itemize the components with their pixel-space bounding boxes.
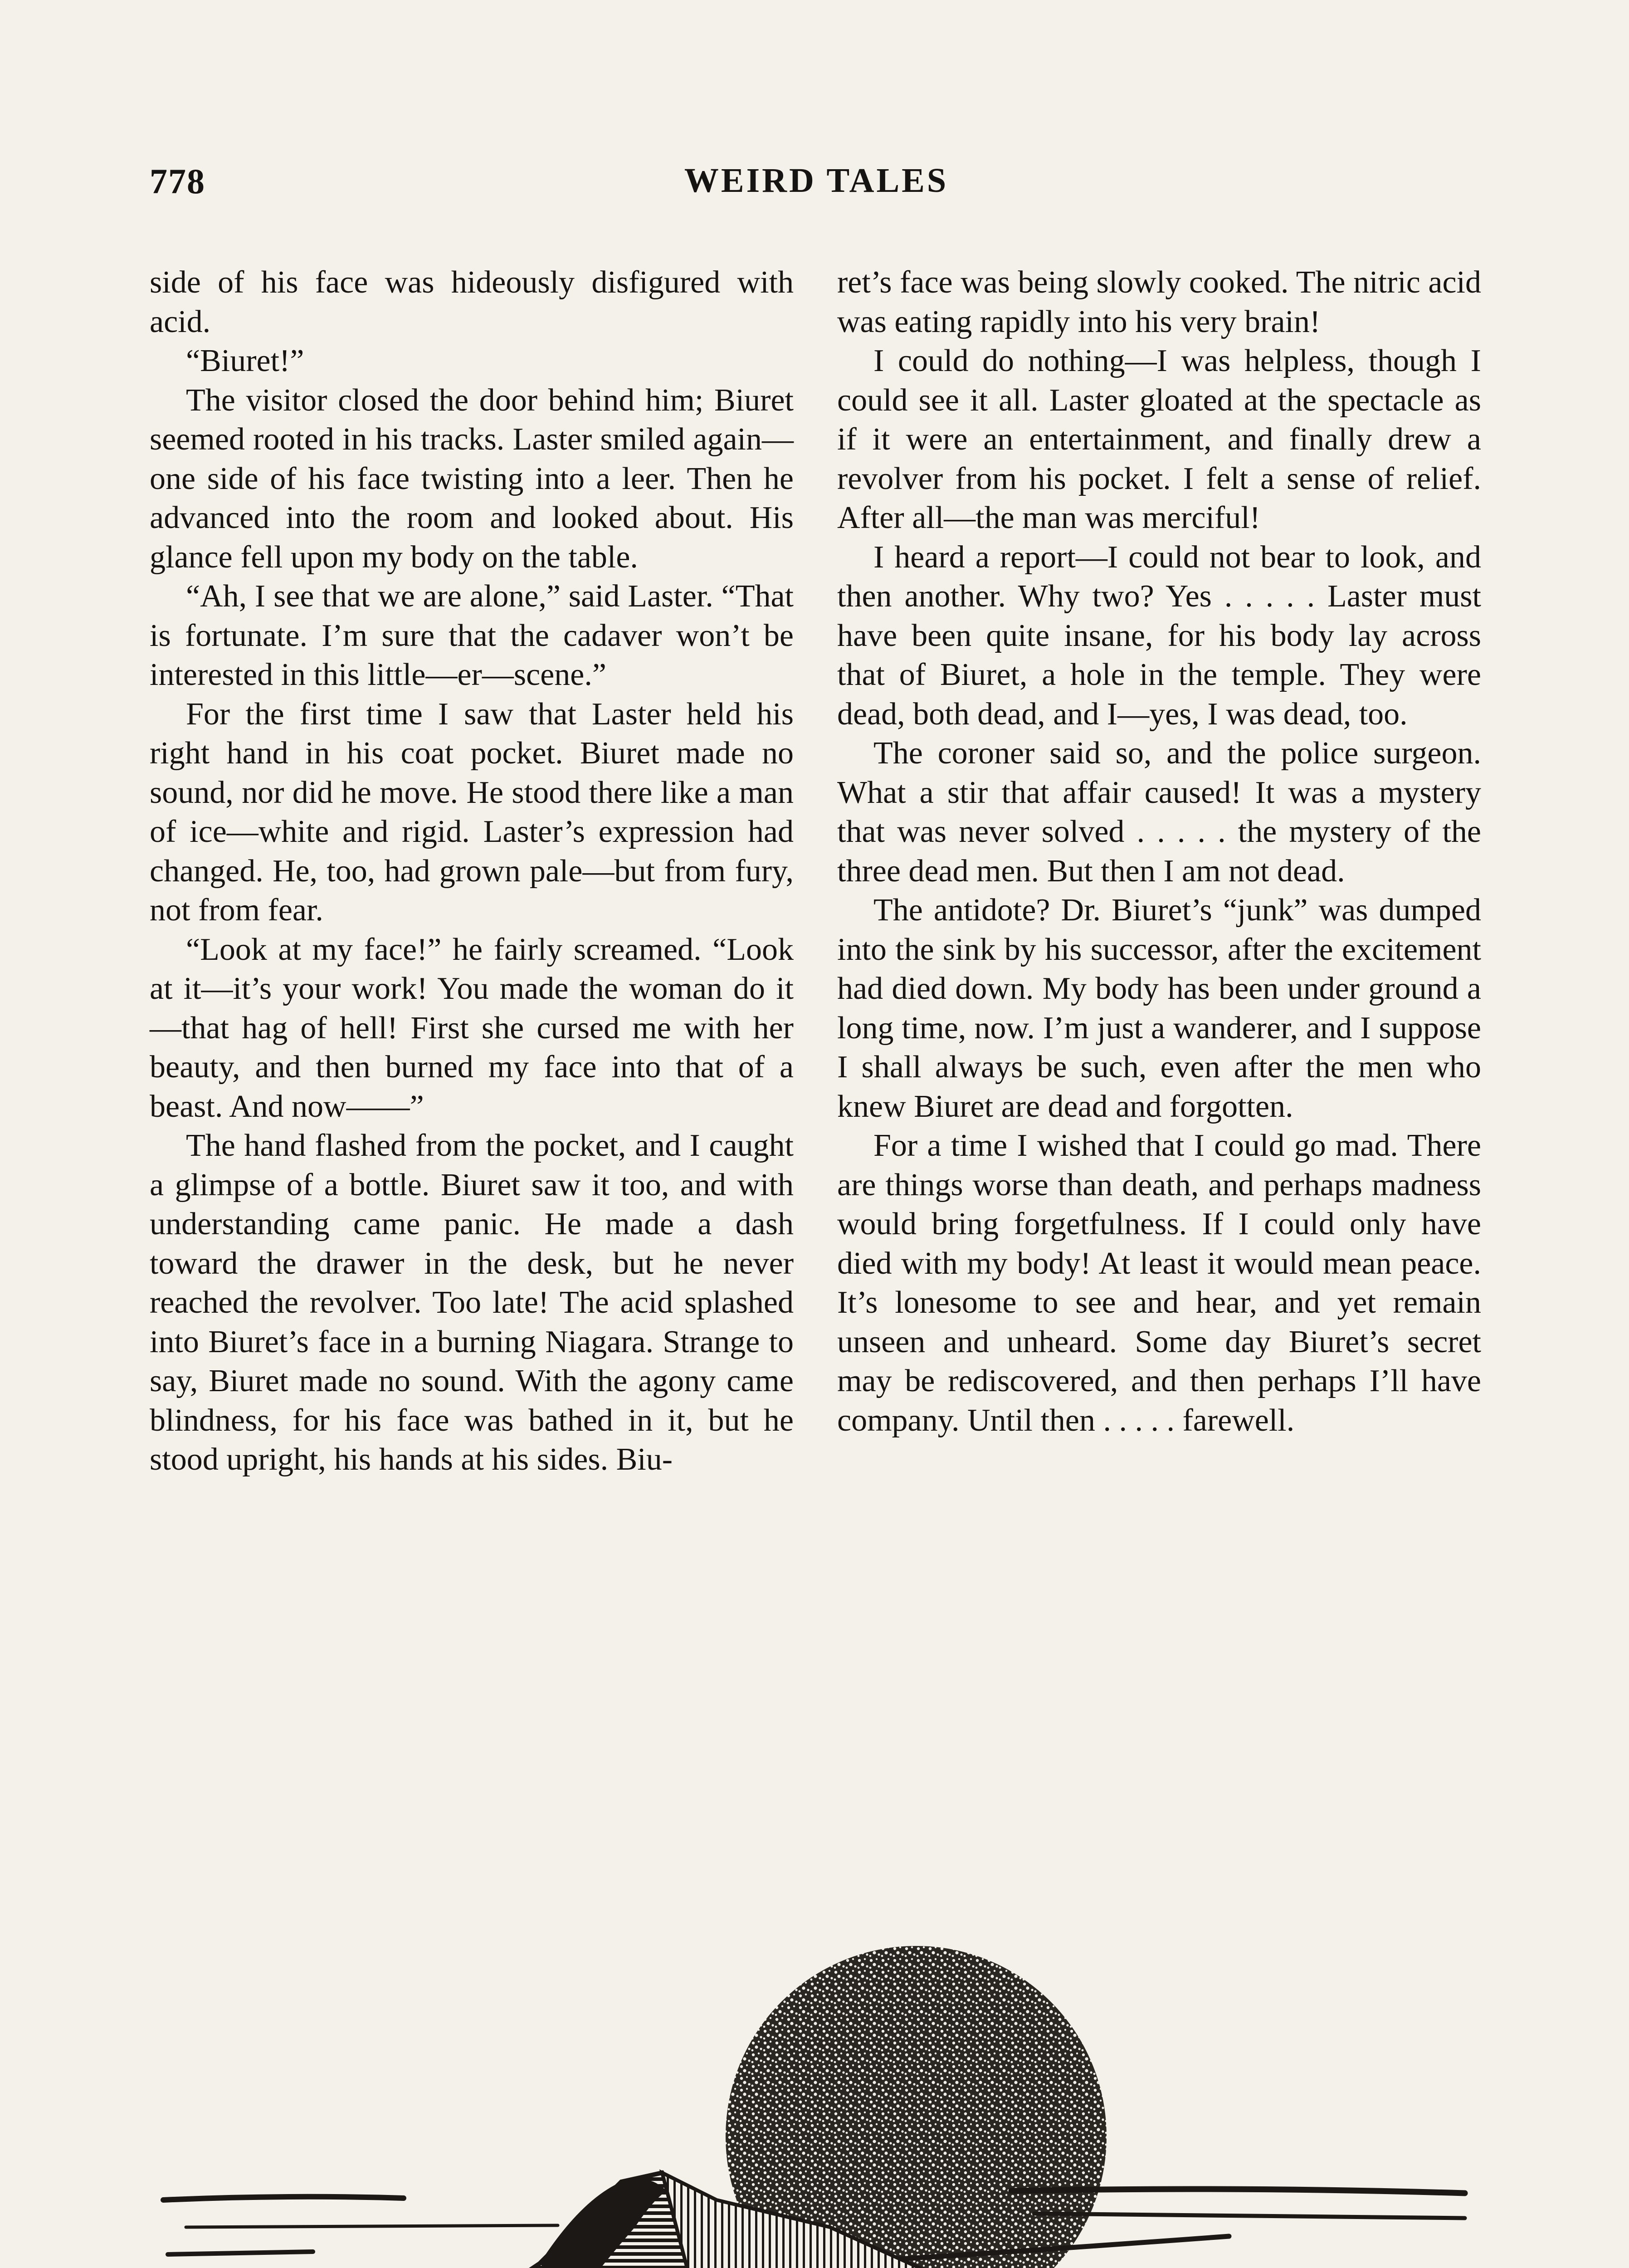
page-number: 778 xyxy=(150,161,205,201)
left-column xyxy=(150,263,794,1480)
page-header xyxy=(150,161,1483,215)
paragraph: “Biuret!” xyxy=(186,343,304,378)
right-column xyxy=(837,263,1481,1440)
paragraph: The hand flashed from the pocket, and I caught a glimpse of a bottle. Biuret saw it too, and with understanding came panic. He made a dash toward the drawer in the desk, but he never reached the revolver. Too late! The acid splashed into Biuret’s face in a burning Niagara. Strange to say, Biuret made no sound. With the agony came blindness, for his face was bathed in it, but he stood upright, his hands at his sides. Biu- xyxy=(150,1128,794,1477)
paragraph: “Look at my face!” he fairly screamed. “Look at it—it’s your work! You made the woman do it—that hag of hell! First she cursed me with her beauty, and then burned my face into that of a beast. And now——” xyxy=(150,932,794,1124)
paragraph: “Ah, I see that we are alone,” said Laster. “That is fortunate. I’m sure that the cadaver won’t be interested in this little—er—scene.” xyxy=(150,579,794,692)
landscape-drawing xyxy=(150,1946,1483,2268)
tailpiece-illustration xyxy=(150,1946,1483,2268)
paragraph: The antidote? Dr. Biuret’s “junk” was dumped into the sink by his successor, after the excitement had died down. My body has been under ground a long time, now. I’m just a wanderer, and I suppose I shall always be such, even after the men who knew Biuret are dead and forgotten. xyxy=(837,893,1481,1124)
paragraph: For the first time I saw that Laster held his right hand in his coat pocket. Biuret made no sound, nor did he move. He stood there like a man of ice—white and rigid. Laster’s expression had changed. He, too, had grown pale—but from fury, not from fear. xyxy=(150,696,794,928)
paragraph: ret’s face was being slowly cooked. The nitric acid was eating rapidly into his very brain! xyxy=(837,265,1481,339)
paragraph: I heard a report—I could not bear to look, and then another. Why two? Yes . . . . . Laster must have been quite insane, for his body lay across that of Biuret, a hole in the temple. They were dead, both dead, and I—yes, I was dead, too. xyxy=(837,539,1481,732)
paragraph: For a time I wished that I could go mad. There are things worse than death, and perhaps madness would bring forgetfulness. If I could only have died with my body! At least it would mean peace. It’s lonesome to see and hear, and yet remain unseen and unheard. Some day Biuret’s secret may be rediscovered, and then perhaps I’ll have company. Until then . . . . . farewell. xyxy=(837,1128,1481,1438)
paragraph: The coroner said so, and the police surgeon. What a stir that affair caused! It was a mystery that was never solved . . . . . the mystery of the three dead men. But then I am not dead. xyxy=(837,736,1481,889)
running-head: WEIRD TALES xyxy=(684,161,949,200)
paragraph: The visitor closed the door behind him; Biuret seemed rooted in his tracks. Laster smiled again—one side of his face twisting into a leer. Then he advanced into the room and looked about. His glance fell upon my body on the table. xyxy=(150,382,794,575)
paragraph: I could do nothing—I was helpless, though I could see it all. Laster gloated at the spectacle as if it were an entertainment, and finally drew a revolver from his pocket. I felt a sense of relief. After all—the man was merciful! xyxy=(837,343,1481,535)
paragraph: side of his face was hideously disfigured with acid. xyxy=(150,265,794,339)
